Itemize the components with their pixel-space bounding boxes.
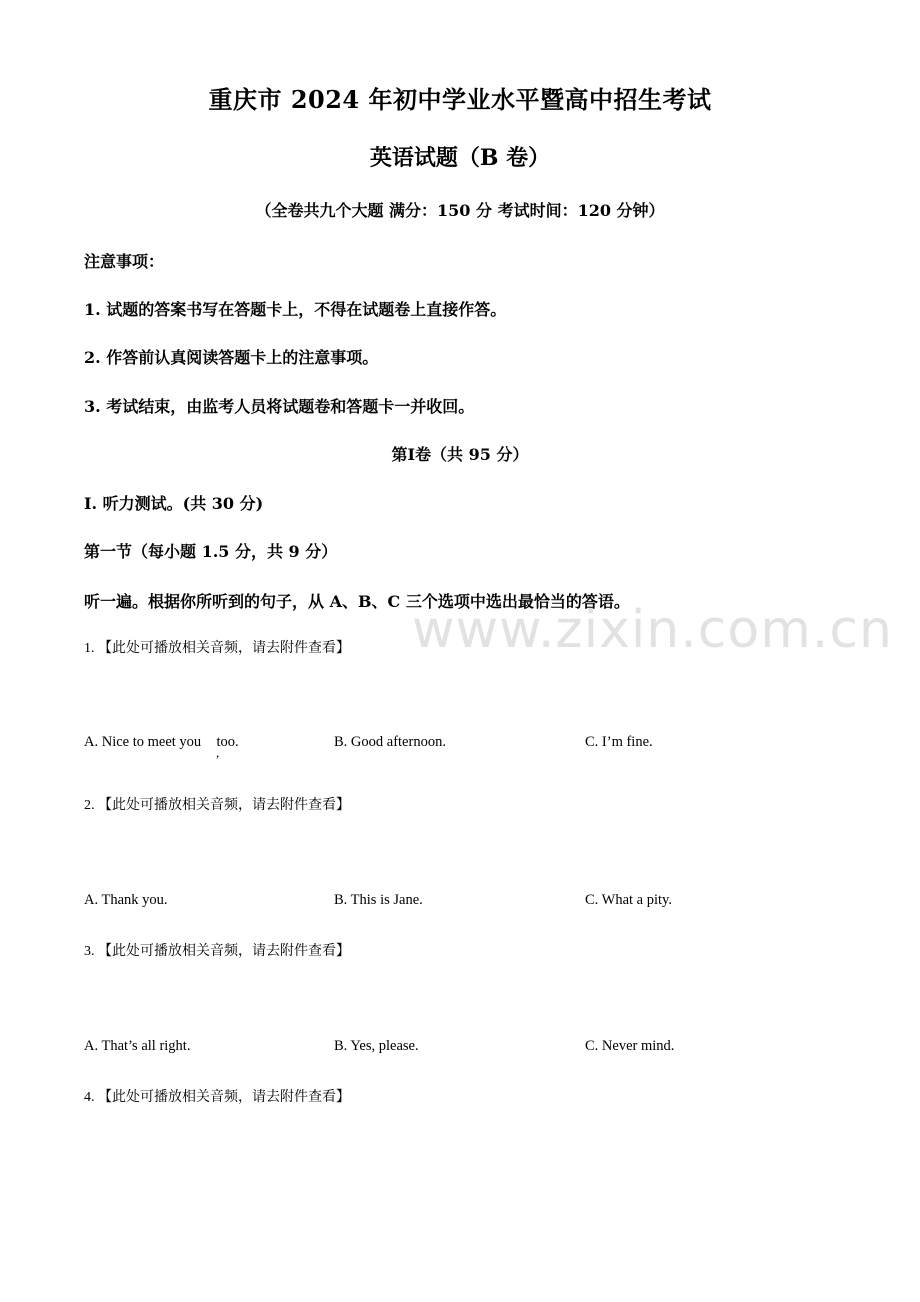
watermark-text: www.zixin.com.cn [412,600,893,660]
question-2-option-c: C. What a pity. [585,892,672,908]
question-1-label: 1. 【此处可播放相关音频，请去附件查看】 [84,641,350,656]
notes-heading: 注意事项： [84,252,165,271]
question-3-option-b: B. Yes, please. [334,1038,419,1054]
question-4-label: 4. 【此处可播放相关音频，请去附件查看】 [84,1090,350,1105]
exam-title: 重庆市 2024 年初中学业水平暨高中招生考试 [208,85,712,114]
exam-subtitle: 英语试题（B 卷） [369,145,551,171]
question-2-label: 2. 【此处可播放相关音频，请去附件查看】 [84,798,350,813]
question-1-option-b: B. Good afternoon. [334,734,446,750]
note-item-2: 2. 作答前认真阅读答题卡上的注意事项。 [84,348,379,367]
exam-info: （全卷共九个大题 满分：150 分 考试时间：120 分钟） [255,201,665,220]
section-part: 第一节（每小题 1.5 分，共 9 分） [84,542,338,561]
section-instruction: 听一遍。根据你所听到的句子，从 A、B、C 三个选项中选出最恰当的答语。 [84,592,630,611]
question-2-option-b: B. This is Jane. [334,892,423,908]
volume-title: 第Ⅰ卷（共 95 分） [391,445,529,464]
question-3-option-c: C. Never mind. [585,1038,675,1054]
section-title: Ⅰ. 听力测试。(共 30 分) [84,494,264,513]
note-item-3: 3. 考试结束，由监考人员将试题卷和答题卡一并收回。 [84,397,475,416]
question-1-option-a-tail: too. [216,734,239,750]
question-2-option-a: A. Thank you. [84,892,168,908]
question-1-stray-comma: , [216,745,220,760]
question-1-option-a-text: A. Nice to meet you [84,734,202,750]
question-1-option-c: C. I’m fine. [585,734,653,750]
note-item-1: 1. 试题的答案书写在答题卡上，不得在试题卷上直接作答。 [84,300,507,319]
question-3-label: 3. 【此处可播放相关音频，请去附件查看】 [84,944,350,959]
question-3-option-a: A. That’s all right. [84,1038,191,1054]
